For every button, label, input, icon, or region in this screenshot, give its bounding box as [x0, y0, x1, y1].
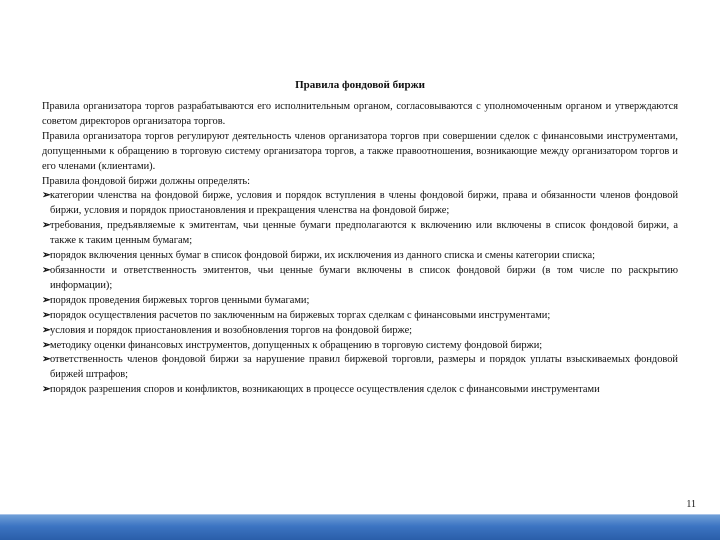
bullet-item — [42, 309, 678, 324]
arrow-bullet-icon: ➢ — [42, 294, 51, 306]
arrow-bullet-icon: ➢ — [42, 220, 51, 232]
arrow-bullet-icon: ➢ — [42, 324, 51, 336]
bullet-item — [42, 353, 678, 383]
bullet-item — [42, 189, 678, 219]
bullet-text: порядок осуществления расчетов по заключенным на биржевых торгах сделкам с финансовыми инструментами; — [50, 309, 551, 321]
arrow-bullet-icon: ➢ — [42, 250, 51, 262]
arrow-bullet-icon: ➢ — [42, 339, 51, 351]
bullet-text: требования, предъявляемые к эмитентам, чьи ценные бумаги предполагаются к включению или включены в список фондовой биржи, а также к таким ценным бумагам; — [50, 220, 678, 247]
body-paragraph: Правила организатора торгов разрабатываются его исполнительным органом, согласовываются с уполномоченным органом и утверждаются советом директоров организатора торгов. — [42, 101, 678, 127]
bullet-text: методику оценки финансовых инструментов, допущенных к обращению в торговую систему фондовой биржи; — [50, 339, 543, 351]
arrow-bullet-icon: ➢ — [42, 264, 51, 276]
bullet-text: категории членства на фондовой бирже, условия и порядок вступления в члены фондовой биржи, права и обязанности членов фондовой биржи, условия и порядок приостановления и прекращения членства на фондовой бирже; — [50, 190, 678, 217]
bullet-item — [42, 324, 678, 339]
bullet-text: обязанности и ответственность эмитентов, чьи ценные бумаги включены в список фондовой биржи (в том числе по раскрытию информации); — [50, 264, 678, 291]
arrow-bullet-icon: ➢ — [42, 384, 51, 396]
bullet-text: порядок включения ценных бумаг в список фондовой биржи, их исключения из данного списка и смены категории списка; — [50, 250, 596, 262]
bullet-item — [42, 294, 678, 309]
bullet-text: порядок разрешения споров и конфликтов, возникающих в процессе осуществления сделок с финансовыми инструментами — [50, 384, 600, 396]
slide-body — [42, 100, 678, 398]
bullet-text: ответственность членов фондовой биржи за нарушение правил биржевой торговли, размеры и порядок уплаты взыскиваемых фондовой биржей штрафов; — [50, 354, 678, 381]
bullet-text: порядок проведения биржевых торгов ценными бумагами; — [50, 294, 310, 306]
body-paragraph: Правила фондовой биржи должны определять: — [42, 175, 251, 187]
bullet-item — [42, 339, 678, 354]
slide-title: Правила фондовой биржи — [295, 79, 425, 91]
bullet-item — [42, 383, 678, 398]
footer-bar — [0, 514, 720, 540]
bullet-item — [42, 219, 678, 249]
bullet-text: условия и порядок приостановления и возобновления торгов на фондовой бирже; — [50, 324, 413, 336]
page-number: 11 — [686, 499, 696, 510]
bullet-item — [42, 249, 678, 264]
body-paragraph: Правила организатора торгов регулируют деятельность членов организатора торгов при совершении сделок с финансовыми инструментами, допущенными к обращению в торговую систему организатора торгов, а также правоотношения, возникающие между организатором торгов и его членами (клиентами). — [42, 130, 678, 172]
arrow-bullet-icon: ➢ — [42, 354, 51, 366]
arrow-bullet-icon: ➢ — [42, 309, 51, 321]
arrow-bullet-icon: ➢ — [42, 190, 51, 202]
bullet-item — [42, 264, 678, 294]
